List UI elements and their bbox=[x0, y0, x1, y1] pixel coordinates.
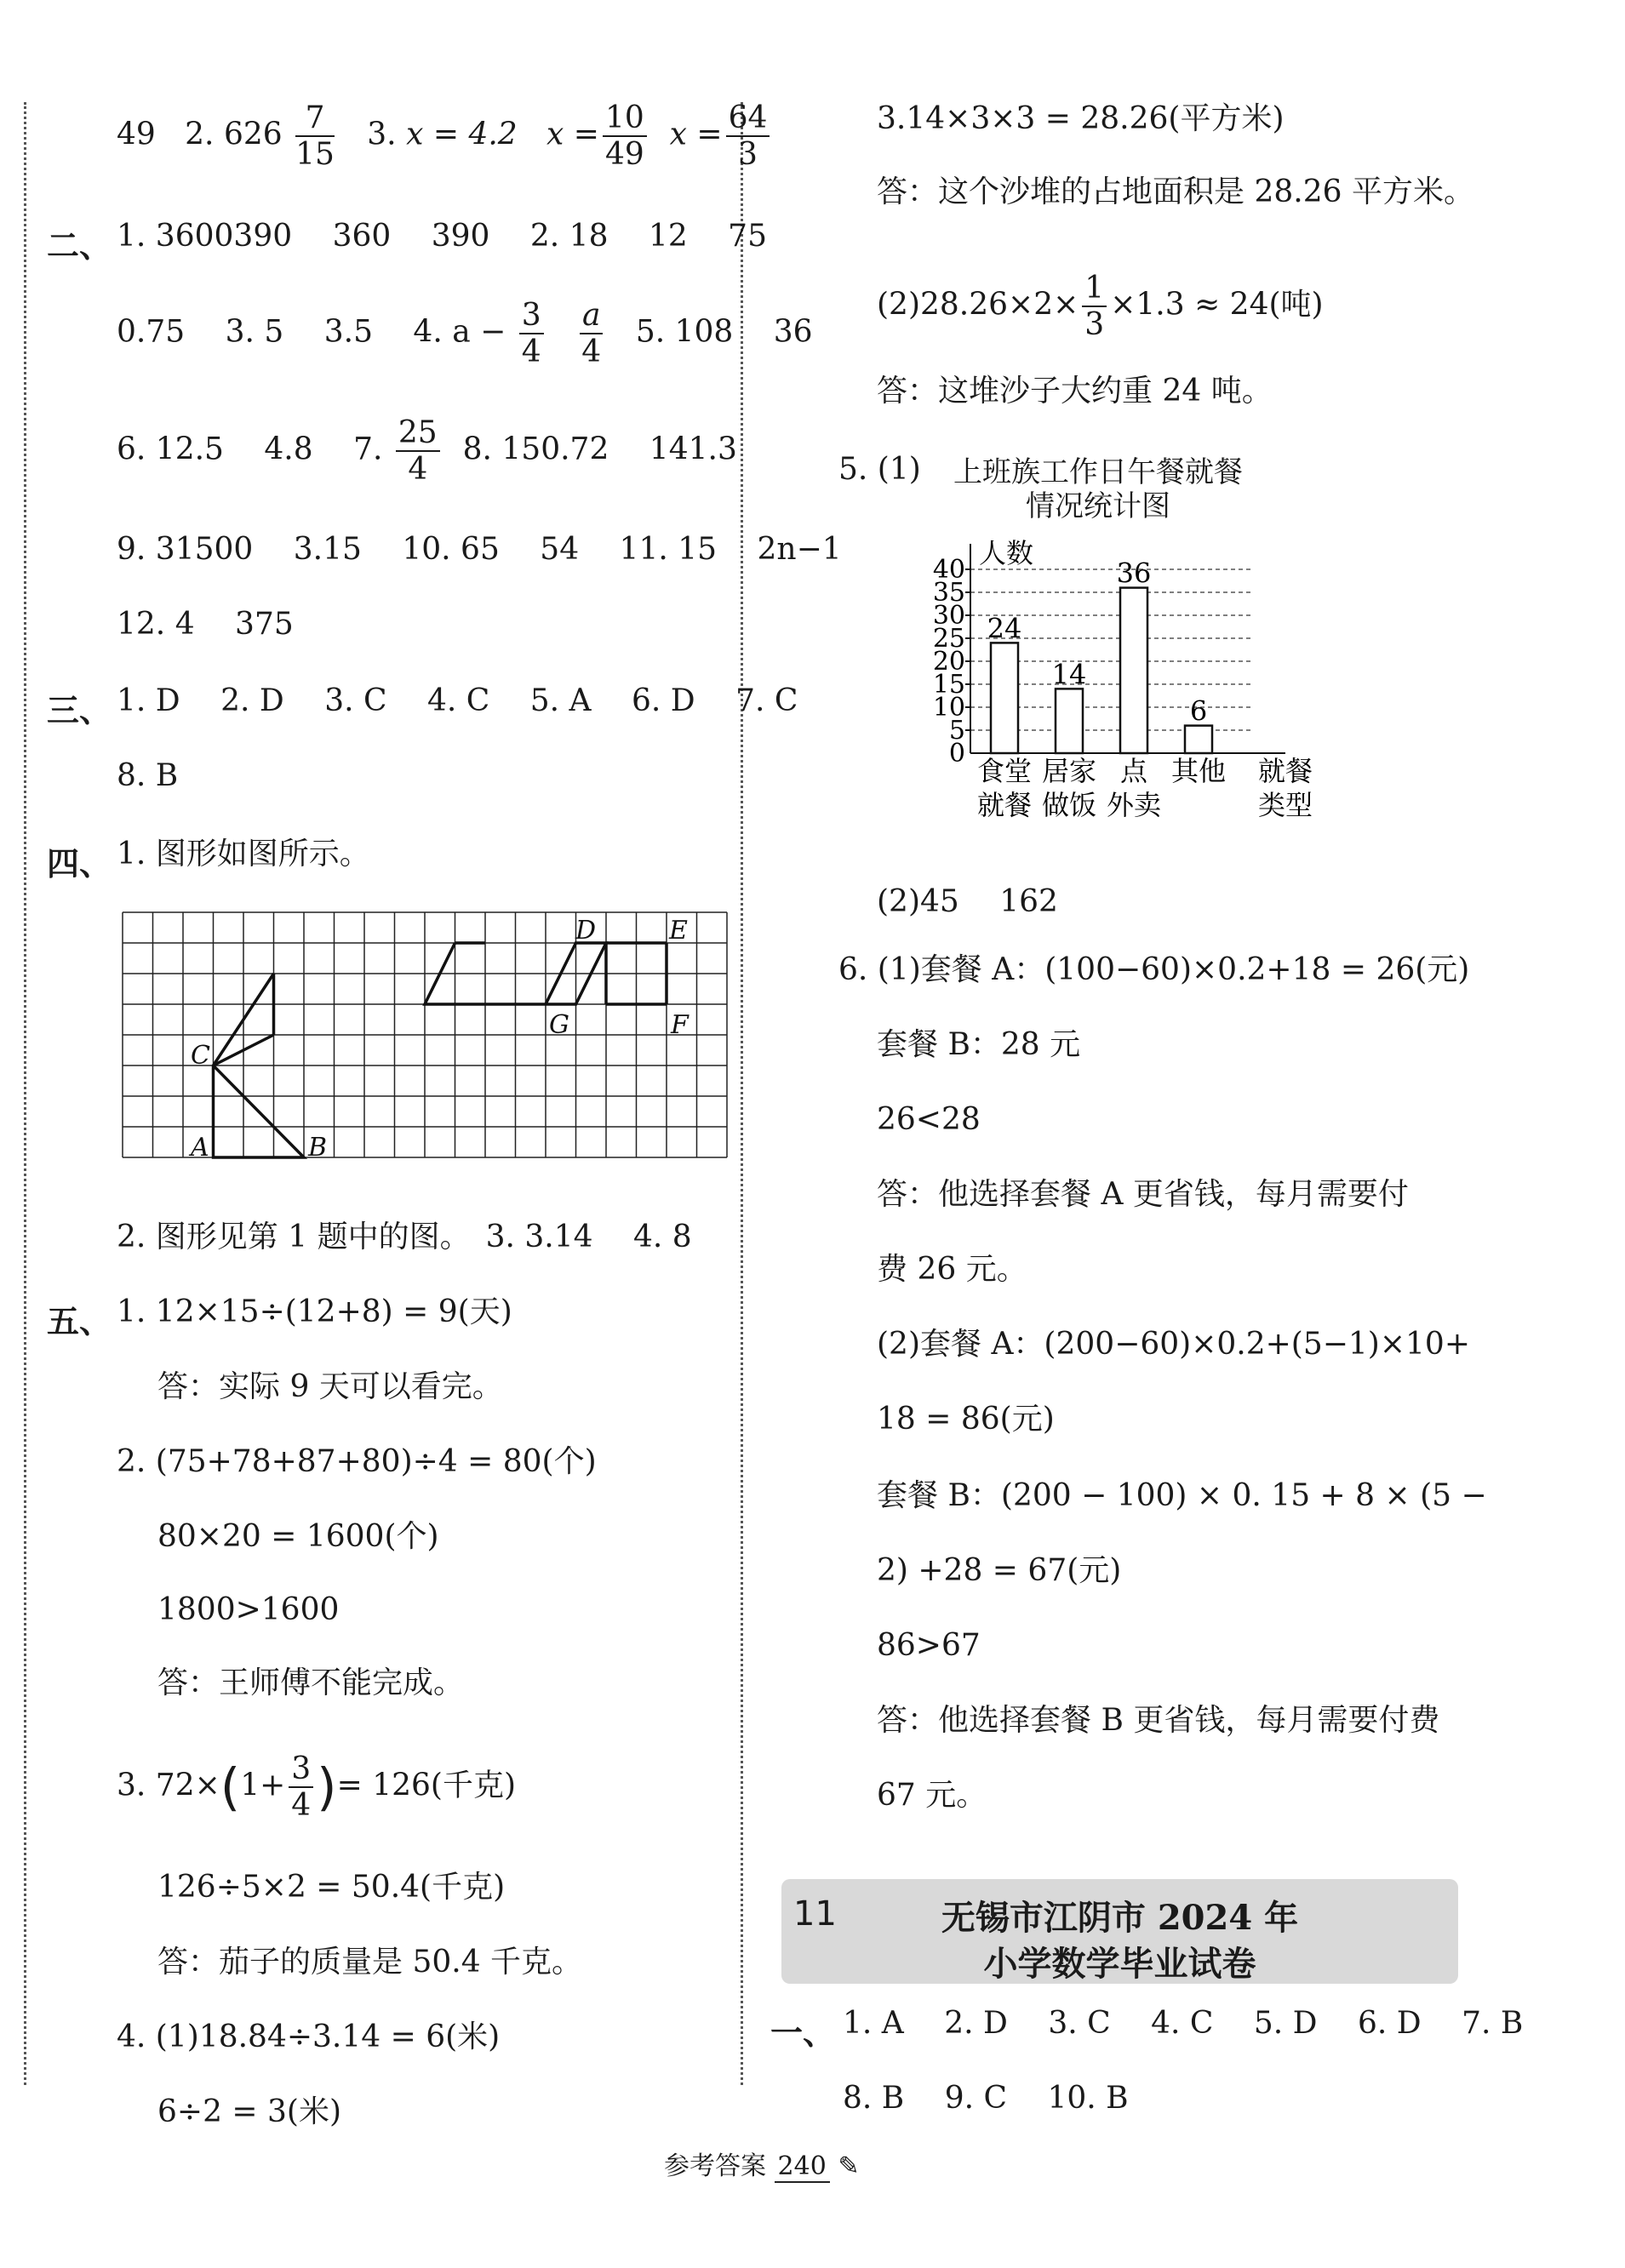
sec5-q3-line2: 126÷5×2 = 50.4(千克) bbox=[157, 1870, 506, 1905]
label-G: G bbox=[549, 1010, 569, 1040]
section-banner bbox=[781, 1879, 1458, 1984]
r-line-2: 答：这个沙堆的占地面积是 28.26 平方米。 bbox=[877, 174, 1474, 209]
sec5-q4: 4. (1)18.84÷3.14 = 6(米) bbox=[117, 2019, 501, 2054]
label-F: F bbox=[671, 1010, 689, 1040]
bar bbox=[991, 643, 1018, 753]
bar bbox=[1120, 588, 1147, 753]
category-label: 做饭 bbox=[1041, 789, 1097, 821]
category-label: 点 bbox=[1119, 755, 1148, 787]
y-tick-label: 25 bbox=[932, 624, 965, 654]
y-tick-label: 15 bbox=[932, 670, 965, 700]
y-tick-label: 20 bbox=[932, 647, 965, 677]
left-margin-line bbox=[24, 102, 26, 2085]
fraction-64-3: $\frac{64}{3}$ bbox=[726, 100, 770, 173]
y-tick-label: 30 bbox=[932, 601, 965, 631]
bar-value-label: 6 bbox=[1189, 694, 1208, 728]
q6-line: (2)套餐 A：(200−60)×0.2+(5−1)×10+ bbox=[877, 1327, 1470, 1362]
sec5-q2-line3: 1800>1600 bbox=[157, 1592, 340, 1627]
sec4-line-1: 1. 图形如图所示。 bbox=[117, 837, 370, 871]
y-tick-label: 10 bbox=[932, 693, 965, 723]
bar bbox=[1185, 726, 1212, 753]
label-C: C bbox=[191, 1041, 210, 1071]
r-sec1-line-2: 8. B 9. C 10. B bbox=[843, 2081, 1129, 2116]
category-label: 外卖 bbox=[1106, 789, 1162, 821]
bar-value-label: 24 bbox=[987, 612, 1022, 645]
sec2-line-4: 9. 31500 3.15 10. 65 54 11. 15 2n−1 bbox=[117, 532, 842, 567]
r-line-4: 答：这堆沙子大约重 24 吨。 bbox=[877, 374, 1273, 408]
chart-title-line-2: 情况统计图 bbox=[1026, 489, 1170, 523]
sec2-line-2: 0.75 3. 5 3.5 4. a − $\frac{3}{4}$ $\frac{a}{4}$ 5. 108 36 bbox=[117, 298, 813, 370]
sec5-q3-answer: 答：茄子的质量是 50.4 千克。 bbox=[157, 1945, 583, 1980]
bar bbox=[1056, 688, 1083, 753]
footer bbox=[664, 2145, 860, 2182]
q6-line: 18 = 86(元) bbox=[877, 1402, 1055, 1437]
sec5-q4-line2: 6÷2 = 3(米) bbox=[157, 2094, 342, 2129]
label-D: D bbox=[575, 916, 597, 945]
banner-title-line-1: 无锡市江阴市 2024 年 bbox=[941, 1898, 1299, 1938]
sec3-line-1: 1. D 2. D 3. C 4. C 5. A 6. D 7. C bbox=[117, 683, 798, 718]
x-axis-label: 类型 bbox=[1257, 789, 1313, 821]
category-label: 居家 bbox=[1041, 755, 1097, 787]
sec5-q1: 1. 12×15÷(12+8) = 9(天) bbox=[117, 1294, 512, 1329]
fraction-10-49: $\frac{10}{49}$ bbox=[603, 100, 647, 173]
sec5-q2-answer: 答：王师傅不能完成。 bbox=[157, 1665, 465, 1700]
q6-line: 67 元。 bbox=[877, 1778, 987, 1813]
pencil-icon: ✎ bbox=[838, 2151, 860, 2181]
category-label: 其他 bbox=[1170, 755, 1227, 787]
q6-line: 2) +28 = 67(元) bbox=[877, 1553, 1122, 1588]
y-tick-label: 35 bbox=[932, 578, 965, 608]
sec2-line-1: 1. 3600390 360 390 2. 18 12 75 bbox=[117, 219, 767, 254]
sec5-q1-answer: 答：实际 9 天可以看完。 bbox=[157, 1369, 503, 1404]
category-label: 就餐 bbox=[976, 789, 1033, 821]
q5-label: 5. (1) bbox=[838, 452, 921, 487]
label-B: B bbox=[308, 1133, 328, 1163]
grid-figure bbox=[119, 911, 732, 1166]
q5-part-2: (2)45 162 bbox=[877, 884, 1058, 919]
y-tick-label: 0 bbox=[948, 739, 965, 768]
r-section-1-label: 一、 bbox=[770, 2014, 836, 2052]
r-line-1: 3.14×3×3 = 28.26(平方米) bbox=[877, 101, 1285, 136]
sec5-q2: 2. (75+78+87+80)÷4 = 80(个) bbox=[117, 1444, 597, 1479]
sec4-line-2: 2. 图形见第 1 题中的图。 3. 3.14 4. 8 bbox=[117, 1220, 692, 1254]
bar-value-label: 36 bbox=[1116, 557, 1152, 590]
sec5-q3: 3. 72×(1+ $\frac{3}{4}$ )= 126(千克) bbox=[117, 1751, 517, 1824]
q6-line: 26<28 bbox=[877, 1102, 981, 1137]
banner-title-line-2: 小学数学毕业试卷 bbox=[983, 1944, 1256, 1984]
q6-line: 6. (1)套餐 A：(100−60)×0.2+18 = 26(元) bbox=[838, 952, 1470, 987]
fraction-7-15: $\frac{7}{15}$ bbox=[295, 100, 335, 173]
bar-value-label: 14 bbox=[1051, 658, 1087, 691]
section-2-label: 二、 bbox=[47, 227, 112, 265]
footer-label: 参考答案 bbox=[664, 2151, 766, 2181]
y-tick-label: 5 bbox=[948, 716, 965, 746]
column-divider bbox=[741, 102, 743, 2085]
r-line-3: (2)28.26×2× $\frac{1}{3}$ ×1.3 ≈ 24(吨) bbox=[877, 271, 1324, 343]
q6-line: 答：他选择套餐 B 更省钱，每月需要付费 bbox=[877, 1703, 1440, 1738]
section-5-label: 五、 bbox=[47, 1303, 112, 1340]
r-sec1-line-1: 1. A 2. D 3. C 4. C 5. D 6. D 7. B bbox=[843, 2006, 1524, 2041]
q6-line: 费 26 元。 bbox=[877, 1252, 1027, 1287]
label-E: E bbox=[669, 916, 688, 945]
x-axis-label: 就餐 bbox=[1257, 755, 1313, 787]
banner-number: 11 bbox=[793, 1894, 837, 1934]
section-3-label: 三、 bbox=[47, 692, 112, 729]
sec3-line-2: 8. B bbox=[117, 758, 179, 793]
bar-chart bbox=[902, 451, 1345, 843]
y-axis-label: 人数 bbox=[979, 537, 1034, 569]
q6-line: 86>67 bbox=[877, 1628, 981, 1663]
q6-line: 套餐 B：(200 − 100) × 0. 15 + 8 × (5 − bbox=[877, 1478, 1487, 1513]
category-label: 食堂 bbox=[976, 755, 1033, 787]
label-A: A bbox=[191, 1133, 209, 1163]
answer-line-1: 49 2. 626 $\frac{7}{15}$ 3. x = 4.2 x = $\frac{10}{49}$ x = $\frac{64}{3}$ bbox=[117, 100, 773, 173]
q6-line: 答：他选择套餐 A 更省钱，每月需要付 bbox=[877, 1177, 1409, 1212]
y-tick-label: 40 bbox=[932, 555, 965, 585]
sec2-line-5: 12. 4 375 bbox=[117, 607, 294, 642]
chart-title-line-1: 上班族工作日午餐就餐 bbox=[953, 455, 1243, 489]
sec2-line-3: 6. 12.5 4.8 7. $\frac{25}{4}$ 8. 150.72 141.3 bbox=[117, 415, 737, 488]
section-4-label: 四、 bbox=[47, 845, 112, 883]
footer-page: 240 bbox=[775, 2151, 830, 2183]
sec5-q2-line2: 80×20 = 1600(个) bbox=[157, 1519, 439, 1554]
q6-line: 套餐 B：28 元 bbox=[877, 1027, 1081, 1062]
